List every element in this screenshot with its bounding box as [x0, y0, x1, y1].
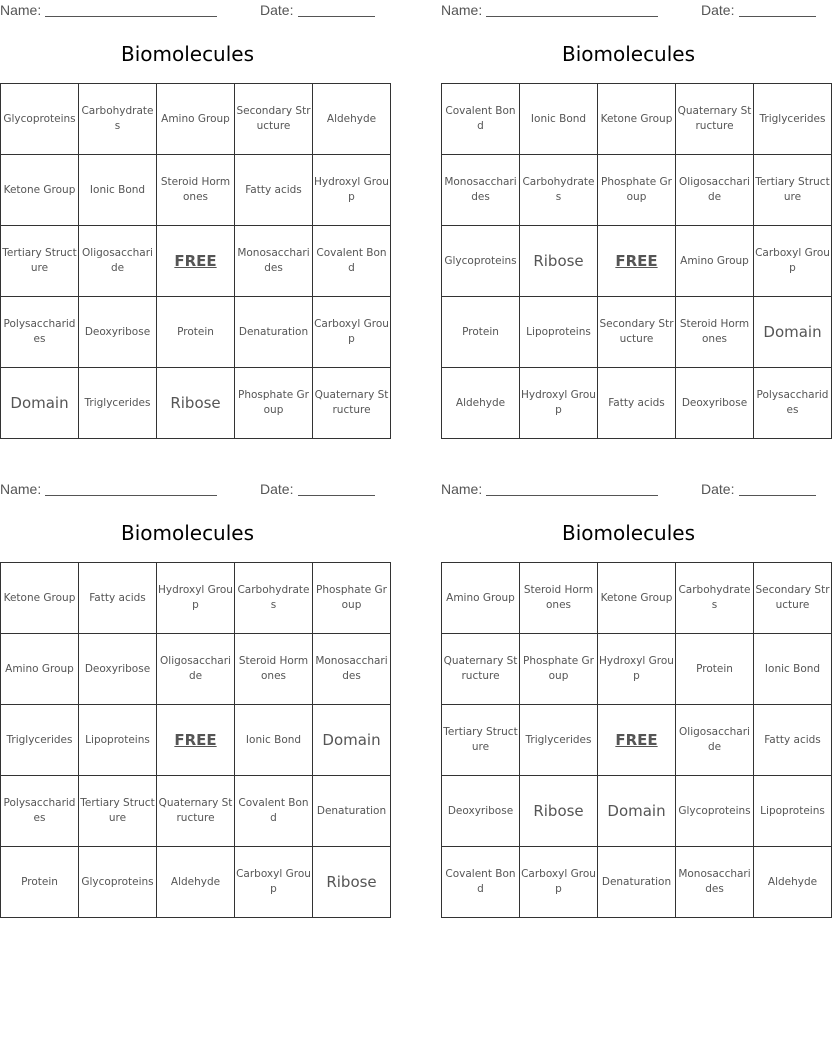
bingo-card: [441, 0, 830, 440]
bingo-cell[interactable]: Carboxyl Group: [235, 847, 313, 918]
free-cell[interactable]: FREE: [598, 226, 676, 297]
grid-row: [1, 226, 391, 297]
bingo-cell[interactable]: Aldehyde: [157, 847, 235, 918]
date-label: Date:: [701, 481, 735, 497]
bingo-cell[interactable]: Aldehyde: [754, 847, 832, 918]
grid-row: [442, 776, 832, 847]
card-header: [0, 481, 375, 499]
name-label: Name:: [441, 481, 483, 497]
bingo-cell[interactable]: Aldehyde: [442, 368, 520, 439]
bingo-cell[interactable]: Phosphate Group: [598, 155, 676, 226]
bingo-cell[interactable]: Triglycerides: [754, 84, 832, 155]
date-label: Date:: [260, 481, 294, 497]
bingo-cell[interactable]: Lipoproteins: [79, 705, 157, 776]
bingo-cell[interactable]: Oligosaccharide: [79, 226, 157, 297]
bingo-cell[interactable]: Lipoproteins: [754, 776, 832, 847]
bingo-cell[interactable]: Ribose: [157, 368, 235, 439]
bingo-cell[interactable]: Tertiary Structure: [79, 776, 157, 847]
bingo-cell[interactable]: Domain: [1, 368, 79, 439]
name-label: Name:: [0, 2, 42, 18]
grid-row: [1, 776, 391, 847]
bingo-cell[interactable]: Fatty acids: [754, 705, 832, 776]
name-line[interactable]: [45, 495, 217, 496]
bingo-cell[interactable]: Hydroxyl Group: [313, 155, 391, 226]
bingo-cell[interactable]: Hydroxyl Group: [520, 368, 598, 439]
bingo-cell[interactable]: Amino Group: [442, 563, 520, 634]
bingo-cell[interactable]: Tertiary Structure: [1, 226, 79, 297]
grid-row: [1, 368, 391, 439]
bingo-cell[interactable]: Covalent Bond: [442, 847, 520, 918]
grid-row: [442, 226, 832, 297]
grid-row: [442, 155, 832, 226]
bingo-cell[interactable]: Carbohydrates: [235, 563, 313, 634]
grid-row: [1, 634, 391, 705]
bingo-cell[interactable]: Protein: [676, 634, 754, 705]
bingo-cell[interactable]: Amino Group: [676, 226, 754, 297]
bingo-cell[interactable]: Carbohydrates: [676, 563, 754, 634]
bingo-cell[interactable]: Steroid Hormones: [676, 297, 754, 368]
bingo-cell[interactable]: Protein: [1, 847, 79, 918]
bingo-cell[interactable]: Phosphate Group: [313, 563, 391, 634]
grid-row: [1, 563, 391, 634]
bingo-cell[interactable]: Quaternary Structure: [676, 84, 754, 155]
bingo-cell[interactable]: Steroid Hormones: [157, 155, 235, 226]
bingo-cell[interactable]: Protein: [157, 297, 235, 368]
grid-row: [442, 84, 832, 155]
date-label: Date:: [260, 2, 294, 18]
bingo-cell[interactable]: Deoxyribose: [79, 634, 157, 705]
bingo-grid: [0, 562, 391, 918]
bingo-cell[interactable]: Steroid Hormones: [520, 563, 598, 634]
bingo-cell[interactable]: Steroid Hormones: [235, 634, 313, 705]
bingo-cell[interactable]: Ribose: [313, 847, 391, 918]
card-header: [441, 481, 816, 499]
date-line[interactable]: [739, 495, 816, 496]
bingo-cell[interactable]: Covalent Bond: [442, 84, 520, 155]
bingo-cell[interactable]: Carboxyl Group: [754, 226, 832, 297]
bingo-cell[interactable]: Polysaccharides: [1, 776, 79, 847]
bingo-cell[interactable]: Glycoproteins: [1, 84, 79, 155]
bingo-cell[interactable]: Hydroxyl Group: [157, 563, 235, 634]
bingo-cell[interactable]: Phosphate Group: [235, 368, 313, 439]
bingo-cell[interactable]: Carbohydrates: [520, 155, 598, 226]
date-line[interactable]: [298, 16, 375, 17]
bingo-cell[interactable]: Tertiary Structure: [754, 155, 832, 226]
bingo-cell[interactable]: Monosaccharides: [442, 155, 520, 226]
free-cell[interactable]: FREE: [157, 705, 235, 776]
date-line[interactable]: [298, 495, 375, 496]
grid-row: [1, 297, 391, 368]
bingo-cell[interactable]: Triglycerides: [79, 368, 157, 439]
bingo-cell[interactable]: Covalent Bond: [235, 776, 313, 847]
grid-row: [1, 847, 391, 918]
card-title: Biomolecules: [120, 521, 255, 545]
grid-row: [1, 155, 391, 226]
bingo-card: [441, 479, 830, 919]
bingo-card: [0, 0, 389, 440]
bingo-cell[interactable]: Ribose: [520, 226, 598, 297]
bingo-cell[interactable]: Carboxyl Group: [520, 847, 598, 918]
bingo-cell[interactable]: Secondary Structure: [754, 563, 832, 634]
bingo-cell[interactable]: Oligosaccharide: [676, 705, 754, 776]
bingo-cell[interactable]: Domain: [598, 776, 676, 847]
bingo-cell[interactable]: Ionic Bond: [79, 155, 157, 226]
bingo-cell[interactable]: Ribose: [520, 776, 598, 847]
bingo-cell[interactable]: Aldehyde: [313, 84, 391, 155]
name-label: Name:: [0, 481, 42, 497]
bingo-grid: [441, 83, 832, 439]
bingo-cell[interactable]: Tertiary Structure: [442, 705, 520, 776]
bingo-cell[interactable]: Ketone Group: [598, 563, 676, 634]
bingo-cell[interactable]: Domain: [754, 297, 832, 368]
grid-row: [442, 847, 832, 918]
bingo-cell[interactable]: Ketone Group: [598, 84, 676, 155]
bingo-cell[interactable]: Quaternary Structure: [442, 634, 520, 705]
free-cell[interactable]: FREE: [598, 705, 676, 776]
bingo-cell[interactable]: Triglycerides: [520, 705, 598, 776]
bingo-cell[interactable]: Glycoproteins: [676, 776, 754, 847]
bingo-cell[interactable]: Ionic Bond: [235, 705, 313, 776]
bingo-cell[interactable]: Ketone Group: [1, 563, 79, 634]
name-line[interactable]: [486, 16, 658, 17]
card-title: Biomolecules: [561, 42, 696, 66]
grid-row: [442, 563, 832, 634]
grid-row: [442, 368, 832, 439]
bingo-cell[interactable]: Amino Group: [157, 84, 235, 155]
bingo-cell[interactable]: Quaternary Structure: [313, 368, 391, 439]
bingo-cell[interactable]: Carboxyl Group: [313, 297, 391, 368]
name-label: Name:: [441, 2, 483, 18]
bingo-cell[interactable]: Polysaccharides: [754, 368, 832, 439]
bingo-cell[interactable]: Domain: [313, 705, 391, 776]
bingo-cell[interactable]: Secondary Structure: [598, 297, 676, 368]
bingo-grid: [441, 562, 832, 918]
grid-row: [1, 705, 391, 776]
name-line[interactable]: [486, 495, 658, 496]
bingo-cell[interactable]: Carbohydrates: [79, 84, 157, 155]
bingo-cell[interactable]: Fatty acids: [79, 563, 157, 634]
bingo-cell[interactable]: Denaturation: [313, 776, 391, 847]
bingo-cell[interactable]: Ionic Bond: [754, 634, 832, 705]
bingo-cell[interactable]: Oligosaccharide: [157, 634, 235, 705]
bingo-cell[interactable]: Fatty acids: [235, 155, 313, 226]
card-title: Biomolecules: [120, 42, 255, 66]
name-line[interactable]: [45, 16, 217, 17]
bingo-cell[interactable]: Triglycerides: [1, 705, 79, 776]
bingo-cell[interactable]: Hydroxyl Group: [598, 634, 676, 705]
free-cell[interactable]: FREE: [157, 226, 235, 297]
bingo-cell[interactable]: Protein: [442, 297, 520, 368]
grid-row: [442, 705, 832, 776]
bingo-cell[interactable]: Glycoproteins: [442, 226, 520, 297]
bingo-card: [0, 479, 388, 919]
bingo-cell[interactable]: Oligosaccharide: [676, 155, 754, 226]
bingo-cell[interactable]: Deoxyribose: [676, 368, 754, 439]
bingo-cell[interactable]: Fatty acids: [598, 368, 676, 439]
bingo-cell[interactable]: Deoxyribose: [442, 776, 520, 847]
card-header: [441, 2, 816, 20]
bingo-cell[interactable]: Polysaccharides: [1, 297, 79, 368]
bingo-cell[interactable]: Monosaccharides: [676, 847, 754, 918]
bingo-cell[interactable]: Monosaccharides: [235, 226, 313, 297]
grid-row: [442, 297, 832, 368]
bingo-cell[interactable]: Lipoproteins: [520, 297, 598, 368]
bingo-cell[interactable]: Covalent Bond: [313, 226, 391, 297]
bingo-cell[interactable]: Denaturation: [235, 297, 313, 368]
bingo-cell[interactable]: Amino Group: [1, 634, 79, 705]
grid-row: [1, 84, 391, 155]
bingo-cell[interactable]: Monosaccharides: [313, 634, 391, 705]
bingo-cell[interactable]: Ionic Bond: [520, 84, 598, 155]
bingo-grid: [0, 83, 391, 439]
card-header: [0, 2, 375, 20]
card-title: Biomolecules: [561, 521, 696, 545]
bingo-cell[interactable]: Deoxyribose: [79, 297, 157, 368]
bingo-cell[interactable]: Glycoproteins: [79, 847, 157, 918]
bingo-cell[interactable]: Secondary Structure: [235, 84, 313, 155]
grid-row: [442, 634, 832, 705]
bingo-cell[interactable]: Quaternary Structure: [157, 776, 235, 847]
date-label: Date:: [701, 2, 735, 18]
bingo-cell[interactable]: Phosphate Group: [520, 634, 598, 705]
bingo-cell[interactable]: Ketone Group: [1, 155, 79, 226]
bingo-cell[interactable]: Denaturation: [598, 847, 676, 918]
date-line[interactable]: [739, 16, 816, 17]
